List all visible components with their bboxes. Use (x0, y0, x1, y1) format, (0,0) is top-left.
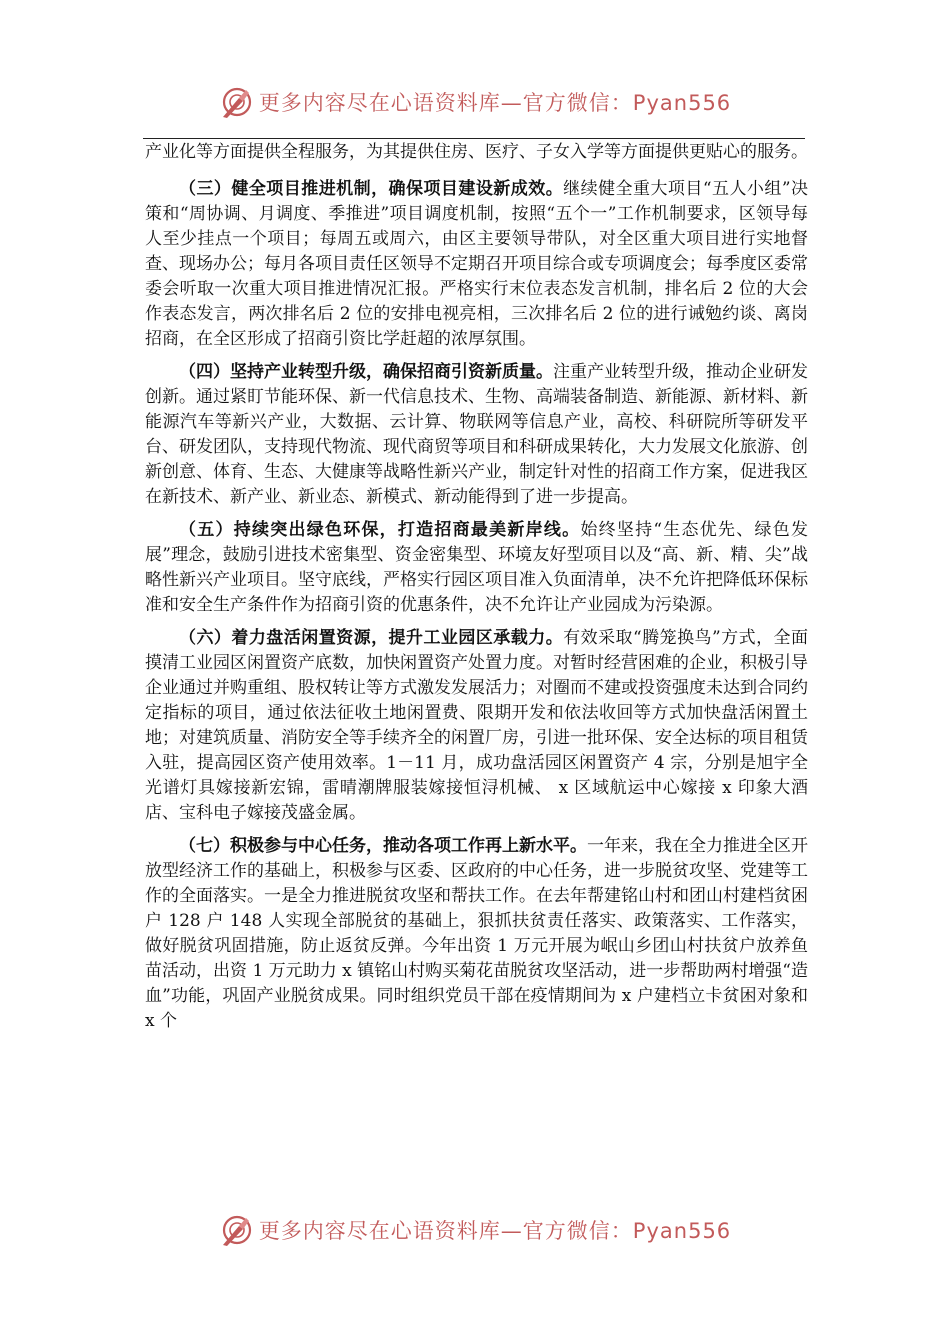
pen-nib-logo-icon (219, 1212, 255, 1248)
paragraph-body: 产业化等方面提供全程服务，为其提供住房、医疗、子女入学等方面提供更贴心的服务。 (145, 142, 808, 162)
paragraph-body: 有效采取“腾笼换鸟”方式，全面摸清工业园区闲置资产底数，加快闲置资产处置力度。对暂时经营困难的企业，积极引导企业通过并购重组、股权转让等方式激发发展活力；对圈而不建或投资强度未达到合同约定指标的项目，通过依法征收土地闲置费、限期开发和依法收回等方式加快盘活闲置土地；对建筑质量、消防安全等手续齐全的闲置厂房，引进一批环保、安全达标的项目租赁入驻，提高园区资产使用效率。1－11 月，成功盘活园区闲置资产 4 宗，分别是旭宇全光谱灯具嫁接新宏锦，雷晴潮牌服装嫁接恒浔机械、 x 区域航运中心嫁接 x 印象大酒店、宝科电子嫁接茂盛金属。 (145, 628, 808, 823)
header-banner-text: 更多内容尽在心语资料库—官方微信：Pyan556 (258, 91, 732, 115)
footer-banner (0, 1210, 950, 1250)
paragraph-body: 一年来，我在全力推进全区开放型经济工作的基础上，积极参与区委、区政府的中心任务，进一步脱贫攻坚、党建等工作的全面落实。一是全力推进脱贫攻坚和帮扶工作。在去年帮建铭山村和团山村建档贫困户 128 户 148 人实现全部脱贫的基础上，狠抓扶贫责任落实、政策落实、工作落实，做好脱贫巩固措施，防止返贫反弹。今年出资 1 万元开展为岷山乡团山村扶贫户放养鱼苗活动，出资 1 万元助力 x 镇铭山村购买菊花苗脱贫攻坚活动，进一步帮助两村增强“造血”功能，巩固产业脱贫成果。同时组织党员干部在疫情期间为 x 户建档立卡贫困对象和 x 个 (145, 836, 808, 1031)
paragraph-section-3 (145, 177, 808, 352)
paragraph-body: 始终坚持“生态优先、绿色发展”理念，鼓励引进技术密集型、资金密集型、环境友好型项目以及“高、新、精、尖”战略性新兴产业项目。坚守底线，严格实行园区项目准入负面清单，决不允许把降低环保标准和安全生产条件作为招商引资的优惠条件，决不允许让产业园成为污染源。 (145, 520, 808, 615)
pen-nib-logo-icon (219, 84, 255, 120)
paragraph-section-5 (145, 518, 808, 618)
header-banner (0, 82, 950, 122)
paragraph-section-6 (145, 626, 808, 826)
section-heading: （七）积极参与中心任务，推动各项工作再上新水平。 (179, 836, 587, 856)
section-heading: （五）持续突出绿色环保，打造招商最美新岸线。 (179, 520, 581, 540)
footer-banner-text: 更多内容尽在心语资料库—官方微信：Pyan556 (258, 1219, 732, 1243)
paragraph-section-4 (145, 360, 808, 510)
paragraph-body: 注重产业转型升级，推动企业研发创新。通过紧盯节能环保、新一代信息技术、生物、高端装备制造、新能源、新材料、新能源汽车等新兴产业，大数据、云计算、物联网等信息产业，高校、科研院所等研发平台、研发团队，支持现代物流、现代商贸等项目和科研成果转化，大力发展文化旅游、创新创意、体育、生态、大健康等战略性新兴产业，制定针对性的招商工作方案，促进我区在新技术、新产业、新业态、新模式、新动能得到了进一步提高。 (145, 362, 808, 507)
document-body (145, 140, 808, 1042)
section-heading: （三）健全项目推进机制，确保项目建设新成效。 (179, 179, 564, 199)
section-heading: （四）坚持产业转型升级，确保招商引资新质量。 (179, 362, 553, 382)
header-divider (143, 138, 805, 139)
section-heading: （六）着力盘活闲置资源，提升工业园区承载力。 (179, 628, 564, 648)
paragraph-section-7 (145, 834, 808, 1034)
paragraph-continuation (145, 140, 808, 165)
paragraph-body: 继续健全重大项目“五人小组”决策和“周协调、月调度、季推进”项目调度机制，按照“五个一”工作机制要求，区领导每人至少挂点一个项目；每周五或周六，由区主要领导带队，对全区重大项目进行实地督查、现场办公；每月各项目责任区领导不定期召开项目综合或专项调度会；每季度区委常委会听取一次重大项目推进情况汇报。严格实行末位表态发言机制，排名后 2 位的大会作表态发言，两次排名后 2 位的安排电视亮相，三次排名后 2 位的进行诫勉约谈、离岗招商，在全区形成了招商引资比学赶超的浓厚氛围。 (145, 179, 808, 349)
